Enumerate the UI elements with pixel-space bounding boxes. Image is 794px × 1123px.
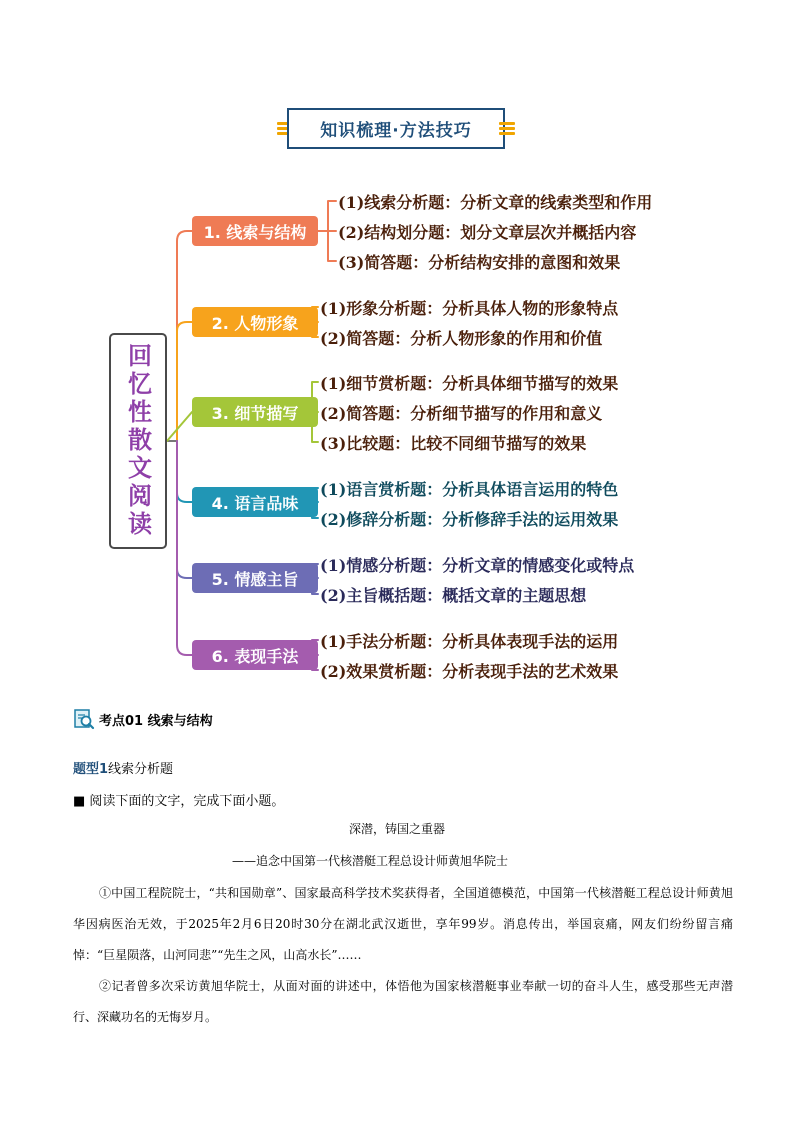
connector-b3	[167, 412, 192, 441]
leaf-1-2: (2)结构划分题：划分文章层次并概括内容	[338, 223, 637, 242]
article-paragraph-2: ②记者曾多次采访黄旭华院士，从面对面的讲述中，体悟他为国家核潜艇事业奉献一切的奋斗人生，感受那些无声潜行、深藏功名的无悔岁月。	[73, 979, 733, 1024]
article-paragraph-1: ①中国工程院院士，“共和国勋章”、国家最高科学技术奖获得者，全国道德模范，中国第一代核潜艇工程总设计师黄旭华因病医治无效，于2025年2月6日20时30分在湖北武汉逝世，享年99岁。消息传出，举国哀痛，网友们纷纷留言痛悼：“巨星陨落，山河同悲”“先生之风，山高水长”……	[73, 886, 733, 962]
leaf-1-3: (3)简答题：分析结构安排的意图和效果	[338, 253, 621, 272]
article-subtitle: ——追念中国第一代核潜艇工程总设计师黄旭华院士	[232, 854, 509, 868]
connector-b4	[177, 441, 192, 502]
header-title: 知识梳理·方法技巧	[320, 121, 472, 141]
instruction: ■ 阅读下面的文字，完成下面小题。	[73, 794, 285, 809]
leaf-4-2: (2)修辞分析题：分析修辞手法的运用效果	[320, 510, 619, 529]
leaf-5-2: (2)主旨概括题：概括文章的主题思想	[320, 586, 587, 605]
connector-b6	[177, 441, 192, 655]
leaf-2-1: (1)形象分析题：分析具体人物的形象特点	[320, 299, 619, 318]
tixing-text: 线索分析题	[108, 762, 174, 777]
connector-b5	[177, 441, 192, 578]
mindmap-root	[109, 333, 167, 549]
magnifier-document-icon	[73, 708, 95, 730]
branch-3	[192, 397, 318, 427]
leaf-4-1: (1)语言赏析题：分析具体语言运用的特色	[320, 480, 619, 499]
leaf-5-1: (1)情感分析题：分析文章的情感变化或特点	[320, 556, 635, 575]
branch-4	[192, 487, 318, 517]
leaf-6-1: (1)手法分析题：分析具体表现手法的运用	[320, 632, 619, 651]
branch-2	[192, 307, 318, 337]
branch-2-label: 2. 人物形象	[211, 313, 299, 333]
connector-b1	[177, 231, 192, 441]
leaf-3-1: (1)细节赏析题：分析具体细节描写的效果	[320, 374, 619, 393]
kaodian-label: 考点01 线索与结构	[99, 713, 213, 729]
tixing-label: 题型1	[73, 762, 109, 777]
leaf-3-2: (2)简答题：分析细节描写的作用和意义	[320, 404, 603, 423]
kaodian-heading	[73, 708, 213, 730]
leaf-6-2: (2)效果赏析题：分析表现手法的艺术效果	[320, 662, 619, 681]
tixing-line	[73, 758, 173, 777]
branch-6	[192, 640, 318, 670]
leaf-2-2: (2)简答题：分析人物形象的作用和价值	[320, 329, 603, 348]
branch-6-label: 6. 表现手法	[211, 646, 299, 666]
mindmap-root-label: 回忆性散文阅读	[123, 343, 153, 539]
connector-b2	[177, 322, 192, 441]
branch-1	[192, 216, 318, 246]
leaf-1-1: (1)线索分析题：分析文章的线索类型和作用	[338, 193, 653, 212]
branch-5	[192, 563, 318, 593]
branch-4-label: 4. 语言品味	[211, 493, 299, 513]
leaf-3-3: (3)比较题：比较不同细节描写的效果	[320, 434, 587, 453]
article-title: 深潜，铸国之重器	[348, 822, 445, 836]
branch-3-label: 3. 细节描写	[211, 403, 299, 423]
branch-1-label: 1. 线索与结构	[203, 222, 307, 242]
branch-5-label: 5. 情感主旨	[211, 569, 299, 589]
